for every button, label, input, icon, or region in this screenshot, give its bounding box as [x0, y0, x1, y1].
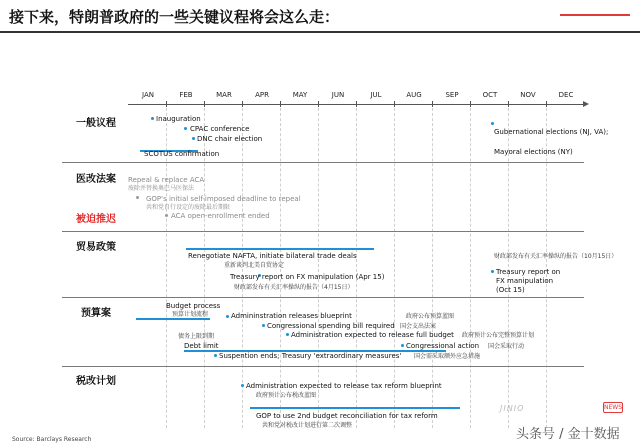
row-label-budget: 预算案	[81, 308, 111, 319]
event-fx-report-oct-line3: (Oct 15)	[496, 286, 525, 294]
row-label-healthcare: 医改法案	[76, 174, 116, 185]
event-marker	[401, 344, 404, 347]
month-gridline	[470, 108, 471, 428]
watermark-badge: NEWS	[604, 404, 623, 411]
timeline-arrow-icon	[583, 101, 589, 107]
row-divider	[62, 162, 584, 163]
month-label: MAY	[292, 91, 308, 99]
event-marker	[286, 333, 289, 336]
event-blueprint-zh: 政府公布预算蓝图	[406, 313, 455, 320]
event-fx-report-apr: Treasury report on FX manipulation (Apr 15)	[230, 273, 385, 281]
month-tick	[394, 101, 395, 107]
event-blueprint: Admininstration releases blueprint	[231, 312, 352, 320]
event-tax-reconciliation: GOP to use 2nd budget reconciliation for tax reform	[256, 412, 438, 420]
event-repeal-deadline-zh: 共和党自行设定的废除最后期限	[146, 204, 231, 211]
month-label: AUG	[406, 91, 422, 99]
event-tax-blueprint-zh: 政府预计公布税改蓝图	[256, 392, 317, 399]
event-bar	[186, 248, 374, 250]
event-spending-bill: Congressional spending bill required	[267, 322, 395, 330]
month-label: NOV	[520, 91, 536, 99]
event-debt-ceiling-zh: 债务上限到期	[178, 333, 215, 340]
event-inauguration: Inauguration	[156, 115, 201, 123]
month-tick	[166, 101, 167, 107]
event-marker	[151, 117, 154, 120]
watermark-text: 头条号 / 金十数据	[516, 427, 620, 442]
source-note: Source: Barclays Research	[12, 436, 92, 443]
event-fx-report-oct-line1: Treasury report on	[496, 268, 561, 276]
month-tick	[508, 101, 509, 107]
month-gridline	[394, 108, 395, 428]
row-label-trade: 贸易政策	[76, 242, 116, 253]
month-tick	[242, 101, 243, 107]
event-dnc: DNC chair election	[197, 135, 263, 143]
event-aca-enrollment: ACA open-enrollment ended	[171, 212, 270, 220]
event-congressional-action-zh: 国会采取行动	[488, 343, 525, 350]
event-mayoral: Mayoral elections (NY)	[494, 148, 573, 156]
event-spending-bill-zh: 国会支出法案	[400, 323, 437, 330]
event-suspension-ends-zh: 国会需采取额外应急措施	[414, 353, 481, 360]
event-marker	[165, 214, 168, 217]
month-label: APR	[255, 91, 269, 99]
month-label: JAN	[142, 91, 154, 99]
event-cpac: CPAC conference	[190, 125, 250, 133]
month-tick	[546, 101, 547, 107]
row-label-agenda: 一般议程	[76, 118, 116, 129]
event-tax-reconciliation-zh: 共和党对税改计划进行第二次调整	[262, 422, 353, 429]
event-nafta-zh: 重新谈判北美自贸协定	[224, 262, 285, 269]
month-gridline	[432, 108, 433, 428]
event-debt-limit: Debt limit	[184, 342, 219, 350]
row-label-tax: 税改计划	[76, 376, 116, 387]
row-divider	[62, 297, 584, 298]
event-marker	[262, 324, 265, 327]
event-fx-report-apr-zh: 财政部发布有关汇率操纵的报告（4月15日）	[234, 284, 354, 291]
event-full-budget-zh: 政府预计公布完整预算计划	[462, 332, 535, 339]
event-tax-blueprint: Administration expected to release tax reform blueprint	[246, 382, 442, 390]
event-marker	[491, 270, 494, 273]
month-gridline	[318, 108, 319, 428]
page-title: 接下来，特朗普政府的一些关键议程将会这么走：	[9, 8, 340, 26]
event-marker	[136, 196, 139, 199]
event-marker	[491, 122, 494, 125]
month-label: MAR	[216, 91, 232, 99]
month-tick	[204, 101, 205, 107]
month-label: JUN	[331, 91, 345, 99]
event-fx-report-oct-zh: 财政部发布有关汇率操纵的报告（10月15日）	[494, 253, 618, 260]
event-budget-process: Budget process	[166, 302, 221, 310]
event-repeal-deadline: GOP's initial self-imposed deadline to repeal	[146, 195, 301, 203]
month-label: DEC	[558, 91, 574, 99]
event-marker	[184, 127, 187, 130]
month-label: FEB	[179, 91, 193, 99]
event-budget-process-zh: 预算计划流程	[172, 311, 209, 318]
row-divider	[62, 366, 584, 367]
month-tick	[280, 101, 281, 107]
event-full-budget: Administration expected to release full budget	[291, 331, 454, 339]
month-tick	[356, 101, 357, 107]
event-congressional-action: Congressional action	[406, 342, 480, 350]
event-marker	[226, 315, 229, 318]
event-nafta: Renegotiate NAFTA, initiate bilateral trade deals	[188, 252, 357, 260]
event-gubernational: Gubernational elections (NJ, VA);	[494, 128, 609, 136]
event-suspension-ends: Suspention ends; Treasury 'extraordinary measures'	[219, 352, 402, 360]
month-tick	[432, 101, 433, 107]
month-label: JUL	[370, 91, 382, 99]
title-divider	[0, 31, 640, 33]
month-label: SEP	[445, 91, 459, 99]
month-label: OCT	[482, 91, 498, 99]
event-marker	[214, 354, 217, 357]
event-fx-report-oct-line2: FX manipulation	[496, 277, 554, 285]
event-repeal-aca: Repeal & replace ACA	[128, 176, 205, 184]
event-marker	[192, 137, 195, 140]
row-divider	[62, 231, 584, 232]
event-marker	[241, 384, 244, 387]
month-tick	[318, 101, 319, 107]
watermark-logo: JINIO	[500, 404, 525, 413]
event-bar	[136, 318, 210, 320]
event-scotus: SCOTUS confirmation	[144, 150, 220, 158]
event-repeal-aca-zh: 废除并替换奥巴马医保法	[128, 185, 195, 192]
title-accent-line	[560, 14, 630, 16]
event-bar	[250, 407, 460, 409]
month-tick	[470, 101, 471, 107]
month-gridline	[356, 108, 357, 428]
row-label-postponed: 被迫推迟	[76, 214, 116, 225]
